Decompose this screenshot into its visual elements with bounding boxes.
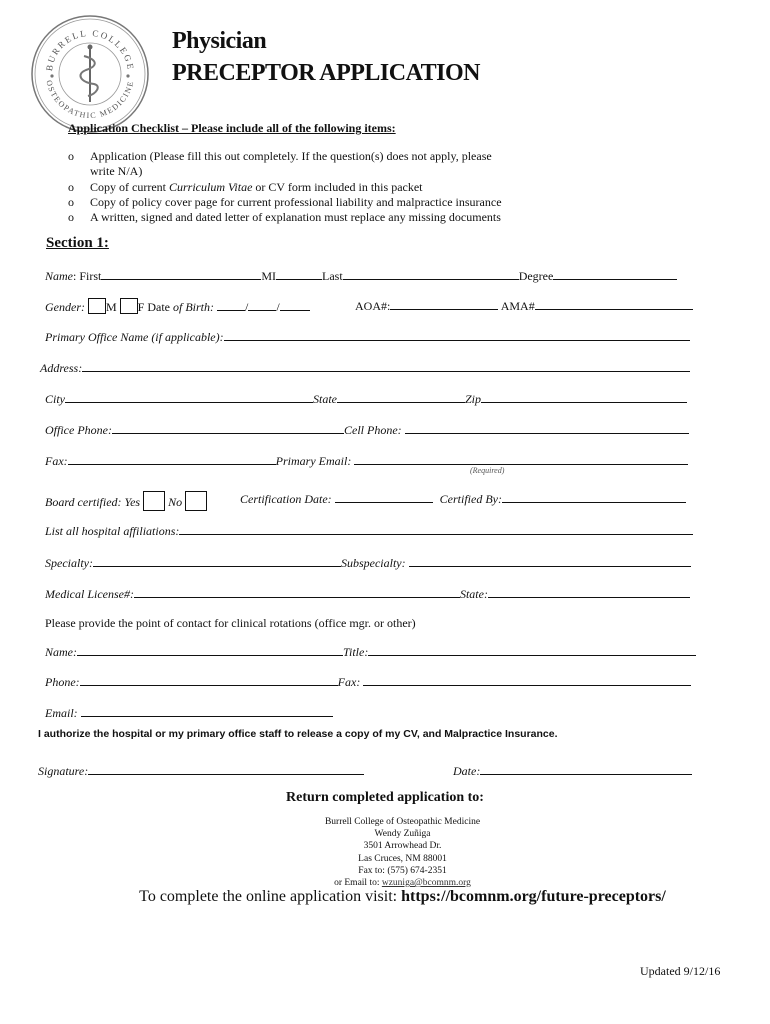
license-row: Medical License#: State:: [45, 586, 690, 602]
section-1-heading: Section 1:: [46, 235, 109, 251]
aoa-number-field[interactable]: [390, 298, 498, 310]
name-row: Name: First MI Last Degree: [45, 268, 677, 284]
state-field[interactable]: [337, 391, 465, 403]
hospital-affiliations-field[interactable]: [179, 523, 693, 535]
checklist-item-cv: o Copy of current Curriculum Vitae or CV form included in this packet: [68, 180, 423, 194]
signature-date-field[interactable]: [480, 763, 692, 775]
seal-top-text: BURRELL COLLEGE: [44, 27, 136, 72]
board-certified-yes-checkbox[interactable]: [143, 491, 165, 511]
first-name-field[interactable]: [101, 268, 261, 280]
online-application-line: To complete the online application visit: https://bcomnm.org/future-preceptors/: [139, 888, 666, 905]
bullet: o: [68, 149, 74, 163]
board-certified-row: Board certified: Yes No: [45, 491, 207, 511]
checklist-heading: Application Checklist – Please include all of the following items:: [68, 121, 396, 135]
contact-email-row: Email:: [45, 705, 333, 721]
affiliations-row: List all hospital affiliations:: [45, 523, 693, 539]
aoa-ama-row: AOA#: AMA#: [355, 298, 693, 314]
specialty-row: Specialty: Subspecialty:: [45, 555, 691, 571]
dob-year-field[interactable]: [280, 299, 310, 311]
checklist-item-letter: o A written, signed and dated letter of explanation must replace any missing documents: [68, 210, 501, 224]
date-row: Date:: [453, 763, 692, 779]
college-seal-logo: [30, 14, 150, 134]
signature-field[interactable]: [88, 763, 364, 775]
certification-date-field[interactable]: [335, 491, 433, 503]
dob-month-field[interactable]: [217, 299, 245, 311]
address-line-city: Las Cruces, NM 88001: [358, 853, 447, 864]
male-checkbox[interactable]: [88, 298, 106, 314]
address-row: Address:: [40, 360, 690, 376]
contact-name-field[interactable]: [77, 644, 343, 656]
contact-prompt: Please provide the point of contact for clinical rotations (office mgr. or other): [45, 616, 416, 630]
return-heading: Return completed application to:: [286, 790, 484, 805]
phone-row: Office Phone: Cell Phone:: [45, 422, 689, 438]
online-application-url[interactable]: https://bcomnm.org/future-preceptors/: [401, 888, 666, 905]
degree-field[interactable]: [553, 268, 677, 280]
return-address: [0, 816, 770, 889]
form-title-line2: PRECEPTOR APPLICATION: [172, 60, 480, 86]
middle-initial-field[interactable]: [276, 268, 322, 280]
fax-email-row: Fax: Primary Email:: [45, 453, 688, 469]
address-line-contact: Wendy Zuñiga: [374, 829, 431, 840]
contact-fax-field[interactable]: [363, 674, 691, 686]
office-name-row: Primary Office Name (if applicable):: [45, 329, 690, 345]
contact-title-field[interactable]: [368, 644, 696, 656]
form-title-line1: Physician: [172, 28, 267, 54]
address-line-email: or Email to: wzuniga@bcomnm.org: [334, 878, 471, 889]
seal-bottom-text: OSTEOPATHIC MEDICINE: [44, 79, 136, 121]
checklist-item-application-cont: write N/A): [90, 164, 143, 178]
checklist-item-insurance: o Copy of policy cover page for current professional liability and malpractice insurance: [68, 195, 502, 209]
license-state-field[interactable]: [488, 586, 690, 598]
dob-day-field[interactable]: [248, 299, 276, 311]
primary-email-field[interactable]: [354, 453, 688, 465]
contact-email-field[interactable]: [81, 705, 333, 717]
cell-phone-field[interactable]: [405, 422, 689, 434]
office-name-field[interactable]: [224, 329, 690, 341]
zip-field[interactable]: [481, 391, 687, 403]
checklist-item-application: o Application (Please fill this out completely. If the question(s) does not apply, please: [68, 149, 492, 163]
medical-license-field[interactable]: [134, 586, 460, 598]
certified-by-field[interactable]: [502, 491, 686, 503]
authorization-statement: I authorize the hospital or my primary office staff to release a copy of my CV, and Malpractice Insurance.: [38, 728, 558, 740]
city-state-zip-row: City State Zip: [45, 391, 687, 407]
email-link[interactable]: wzuniga@bcomnm.org: [381, 878, 471, 889]
contact-phone-row: Phone: Fax:: [45, 674, 691, 690]
caduceus-seal-icon: [30, 14, 150, 134]
office-phone-field[interactable]: [112, 422, 344, 434]
address-line-street: 3501 Arrowhead Dr.: [363, 841, 442, 852]
address-field[interactable]: [82, 360, 690, 372]
contact-phone-field[interactable]: [80, 674, 338, 686]
specialty-field[interactable]: [93, 555, 341, 567]
address-line-college: Burrell College of Osteopathic Medicine: [324, 817, 481, 827]
certification-row: Certification Date: Certified By:: [240, 491, 686, 507]
fax-field[interactable]: [68, 453, 276, 465]
gender-row: Gender: M F Date of Birth: / /: [45, 298, 310, 315]
updated-date: Updated 9/12/16: [640, 964, 721, 978]
signature-row: Signature:: [38, 763, 364, 779]
ama-number-field[interactable]: [535, 298, 693, 310]
subspecialty-field[interactable]: [409, 555, 691, 567]
board-certified-no-checkbox[interactable]: [185, 491, 207, 511]
city-field[interactable]: [65, 391, 313, 403]
female-checkbox[interactable]: [120, 298, 138, 314]
required-note: (Required): [470, 466, 505, 475]
last-name-field[interactable]: [343, 268, 519, 280]
address-line-fax: Fax to: (575) 674-2351: [358, 865, 447, 876]
contact-name-row: Name: Title:: [45, 644, 696, 660]
